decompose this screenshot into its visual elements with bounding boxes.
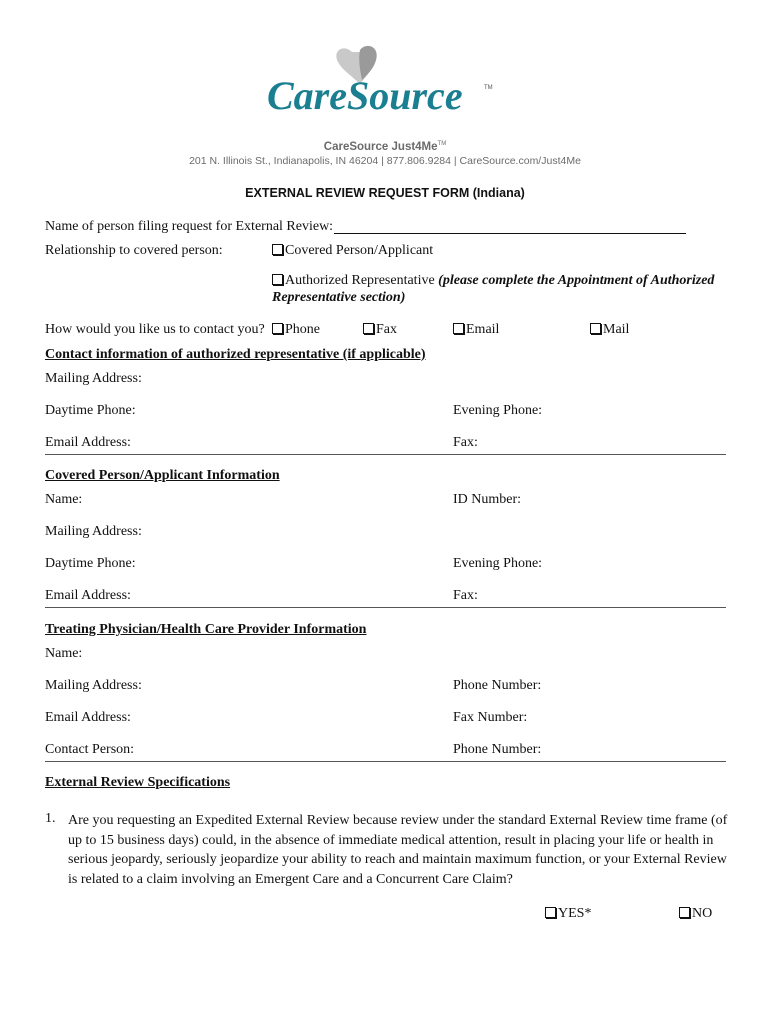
authorized-rep-option-label: Authorized Representative [285, 273, 435, 288]
rep-fax-field[interactable]: Fax: [453, 435, 478, 450]
filing-person-input[interactable] [334, 233, 686, 234]
covered-evening-phone-field[interactable]: Evening Phone: [453, 556, 543, 571]
contact-mail-label: Mail [603, 322, 630, 337]
checkbox-icon[interactable] [272, 323, 283, 334]
authorized-rep-option[interactable] [272, 273, 714, 289]
contact-fax-option[interactable] [363, 322, 397, 338]
contact-address-line: 201 N. Illinois St., Indianapolis, IN 46204 | 877.806.9284 | CareSource.com/Just4Me [189, 155, 581, 167]
plan-name [0, 141, 770, 153]
plan-name-text: CareSource Just4Me [323, 141, 438, 153]
no-option-label: NO [692, 906, 713, 921]
relationship-label: Relationship to covered person: [45, 243, 223, 258]
covered-mailing-field[interactable]: Mailing Address: [45, 524, 142, 539]
contact-fax-label: Fax [376, 322, 397, 337]
question-number: 1. [45, 811, 56, 826]
section-divider [45, 607, 726, 608]
rep-section-title: Contact information of authorized representative (if applicable) [45, 347, 426, 362]
rep-daytime-phone-field[interactable]: Daytime Phone: [45, 403, 136, 418]
covered-section-title: Covered Person/Applicant Information [45, 468, 280, 483]
physician-name-field[interactable]: Name: [45, 646, 83, 661]
rep-email-field[interactable]: Email Address: [45, 435, 131, 450]
authorized-rep-note-line2: Representative section) [272, 290, 406, 305]
checkbox-icon[interactable] [453, 323, 464, 334]
covered-name-field[interactable]: Name: [45, 492, 83, 507]
physician-email-field[interactable]: Email Address: [45, 710, 131, 725]
physician-mailing-field[interactable]: Mailing Address: [45, 678, 142, 693]
filing-person-label: Name of person filing request for External Review: [45, 219, 334, 234]
specs-section-title: External Review Specifications [45, 775, 231, 790]
physician-section-title: Treating Physician/Health Care Provider Information [45, 622, 367, 637]
authorized-rep-note: (please complete the Appointment of Authorized [438, 273, 715, 288]
no-option[interactable] [679, 906, 712, 922]
logo-wordmark: CareSource [267, 73, 463, 118]
contact-phone-option[interactable] [272, 322, 320, 338]
checkbox-icon[interactable] [590, 323, 601, 334]
covered-email-field[interactable]: Email Address: [45, 588, 131, 603]
checkbox-icon[interactable] [272, 274, 283, 285]
physician-contact-person-field[interactable]: Contact Person: [45, 742, 135, 757]
contact-email-option[interactable] [453, 322, 499, 338]
contact-mail-option[interactable] [590, 322, 629, 338]
rep-mailing-field[interactable]: Mailing Address: [45, 371, 142, 386]
covered-daytime-phone-field[interactable]: Daytime Phone: [45, 556, 136, 571]
plan-trademark: TM [437, 141, 447, 148]
covered-person-option-label: Covered Person/Applicant [285, 243, 434, 258]
contact-phone-label: Phone [285, 322, 320, 337]
authorized-rep-note-cont [272, 290, 405, 306]
checkbox-icon[interactable] [272, 244, 283, 255]
covered-person-option[interactable] [272, 243, 433, 259]
checkbox-icon[interactable] [363, 323, 374, 334]
physician-phone-field[interactable]: Phone Number: [453, 678, 542, 693]
covered-fax-field[interactable]: Fax: [453, 588, 478, 603]
section-divider [45, 454, 726, 455]
physician-fax-field[interactable]: Fax Number: [453, 710, 528, 725]
question-text: Are you requesting an Expedited External Review because review under the standard External Review time frame (of up to 15 business days) could, in the absence of immediate medical attention, result in placing your life or health in serious jeopardy, seriously jeopardize your ability to reach and maintain maximum function, or your External Review is related to a claim involving an Emergent Care and a Concurrent Care Claim? [68, 813, 728, 887]
physician-contact-phone-field[interactable]: Phone Number: [453, 742, 542, 757]
checkbox-icon[interactable] [679, 907, 690, 918]
yes-option-label: YES* [558, 906, 592, 921]
contact-email-label: Email [466, 322, 500, 337]
rep-evening-phone-field[interactable]: Evening Phone: [453, 403, 543, 418]
yes-option[interactable] [545, 906, 591, 922]
covered-id-field[interactable]: ID Number: [453, 492, 522, 507]
caresource-logo [0, 40, 770, 120]
section-divider [45, 761, 726, 762]
checkbox-icon[interactable] [545, 907, 556, 918]
logo-trademark: TM [484, 85, 493, 91]
form-title: EXTERNAL REVIEW REQUEST FORM (Indiana) [245, 186, 525, 200]
contact-preference-label: How would you like us to contact you? [45, 322, 265, 337]
